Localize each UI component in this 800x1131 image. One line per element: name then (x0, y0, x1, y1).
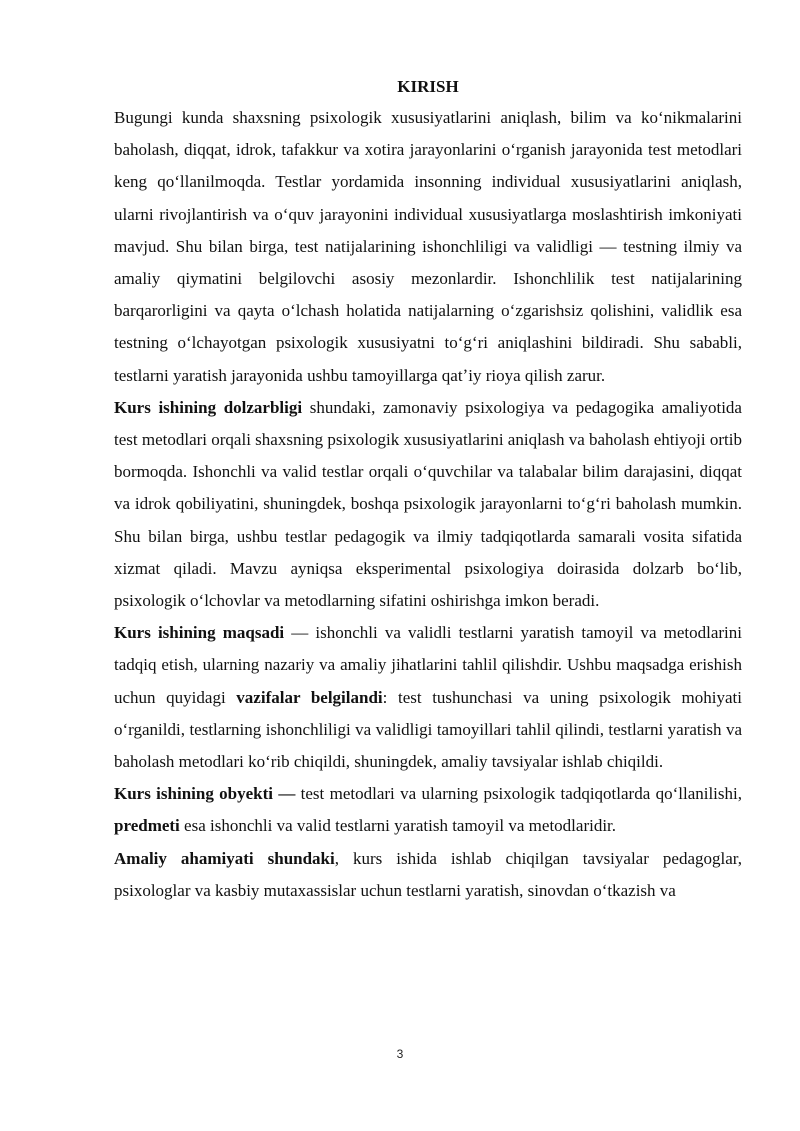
relevance-paragraph (114, 392, 742, 617)
goal-paragraph (114, 617, 742, 778)
goal-text: — ishonchli va validli testlarni yaratish tamoyil va metodlarini tadqiq etish, ularning nazariy va amaliy jihatlarini tahlil qilishdir. Ushbu maqsadga erishish uchun quyidagi (114, 623, 742, 707)
object-heading: Kurs ishining obyekti — (114, 784, 296, 804)
intro-paragraph (114, 102, 742, 392)
practical-paragraph (114, 843, 742, 907)
object-text: test metodlari va ularning psixologik tadqiqotlarda qoʻllanilishi, (295, 784, 742, 804)
subject-heading: predmeti (114, 816, 180, 836)
relevance-heading: Kurs ishining dolzarbligi (114, 397, 303, 417)
tasks-heading: vazifalar belgilandi (236, 687, 383, 707)
object-paragraph (114, 778, 742, 842)
goal-heading: Kurs ishining maqsadi (114, 623, 285, 643)
relevance-text: shundaki, zamonaviy psixologiya va pedagogika amaliyotida test metodlari orqali shaxsning psixologik xususiyatlarini aniqlash va baholash ehtiyoji ortib bormoqda. Ishonchli va valid testlar orqali oʻquvchilar va talabalar bilim darajasini, diqqat va idrok qobiliyatini, shuningdek, boshqa psixologik jarayonlarni toʻgʻri baholash mumkin. Shu bilan birga, ushbu testlar pedagogik va ilmiy tadqiqotlarda samarali vosita sifatida xizmat qiladi. Mavzu ayniqsa eksperimental psixologiya doirasida dolzarb boʻlib, psixologik oʻlchovlar va metodlarning sifatini oshirishga imkon beradi. (114, 397, 742, 611)
tasks-text: : test tushunchasi va uning psixologik mohiyati oʻrganildi, testlarning ishonchliligi va validligi tamoyillari tahlil qilindi, testlarni yaratish va baholash metodlari koʻrib chiqildi, shuningdek, amaliy tavsiyalar ishlab chiqildi. (114, 687, 742, 772)
practical-heading: Amaliy ahamiyati shundaki (114, 848, 335, 868)
section-title: KIRISH (397, 77, 459, 96)
document-page (114, 74, 742, 907)
subject-text: esa ishonchli va valid testlarni yaratish tamoyil va metodlaridir. (179, 816, 617, 836)
practical-text: , kurs ishida ishlab chiqilgan tavsiyalar pedagoglar, psixologlar va kasbiy mutaxassislar uchun testlarni yaratish, sinovdan oʻtkazish va (114, 848, 742, 900)
intro-text: Bugungi kunda shaxsning psixologik xususiyatlarini aniqlash, bilim va koʻnikmalarini baholash, diqqat, idrok, tafakkur va xotira jarayonlarini oʻrganish jarayonida test metodlari keng qoʻllanilmoqda. Testlar yordamida insonning individual xususiyatlarini aniqlash, ularni rivojlantirish va oʻquv jarayonini individual xususiyatlarga moslashtirish imkoniyati mavjud. Shu bilan birga, test natijalarining ishonchliligi va validligi — testning ilmiy va amaliy qiymatini belgilovchi asosiy mezonlardir. Ishonchlilik test natijalarining barqarorligini va qayta oʻlchash holatida natijalarning oʻzgarishsiz qolishini, validlik esa testning oʻlchayotgan psixologik xususiyatni toʻgʻri aniqlashini bildiradi. Shu sababli, testlarni yaratish jarayonida ushbu tamoyillarga qatʼiy rioya qilish zarur. (114, 108, 742, 385)
page-number: 3 (396, 1047, 404, 1061)
